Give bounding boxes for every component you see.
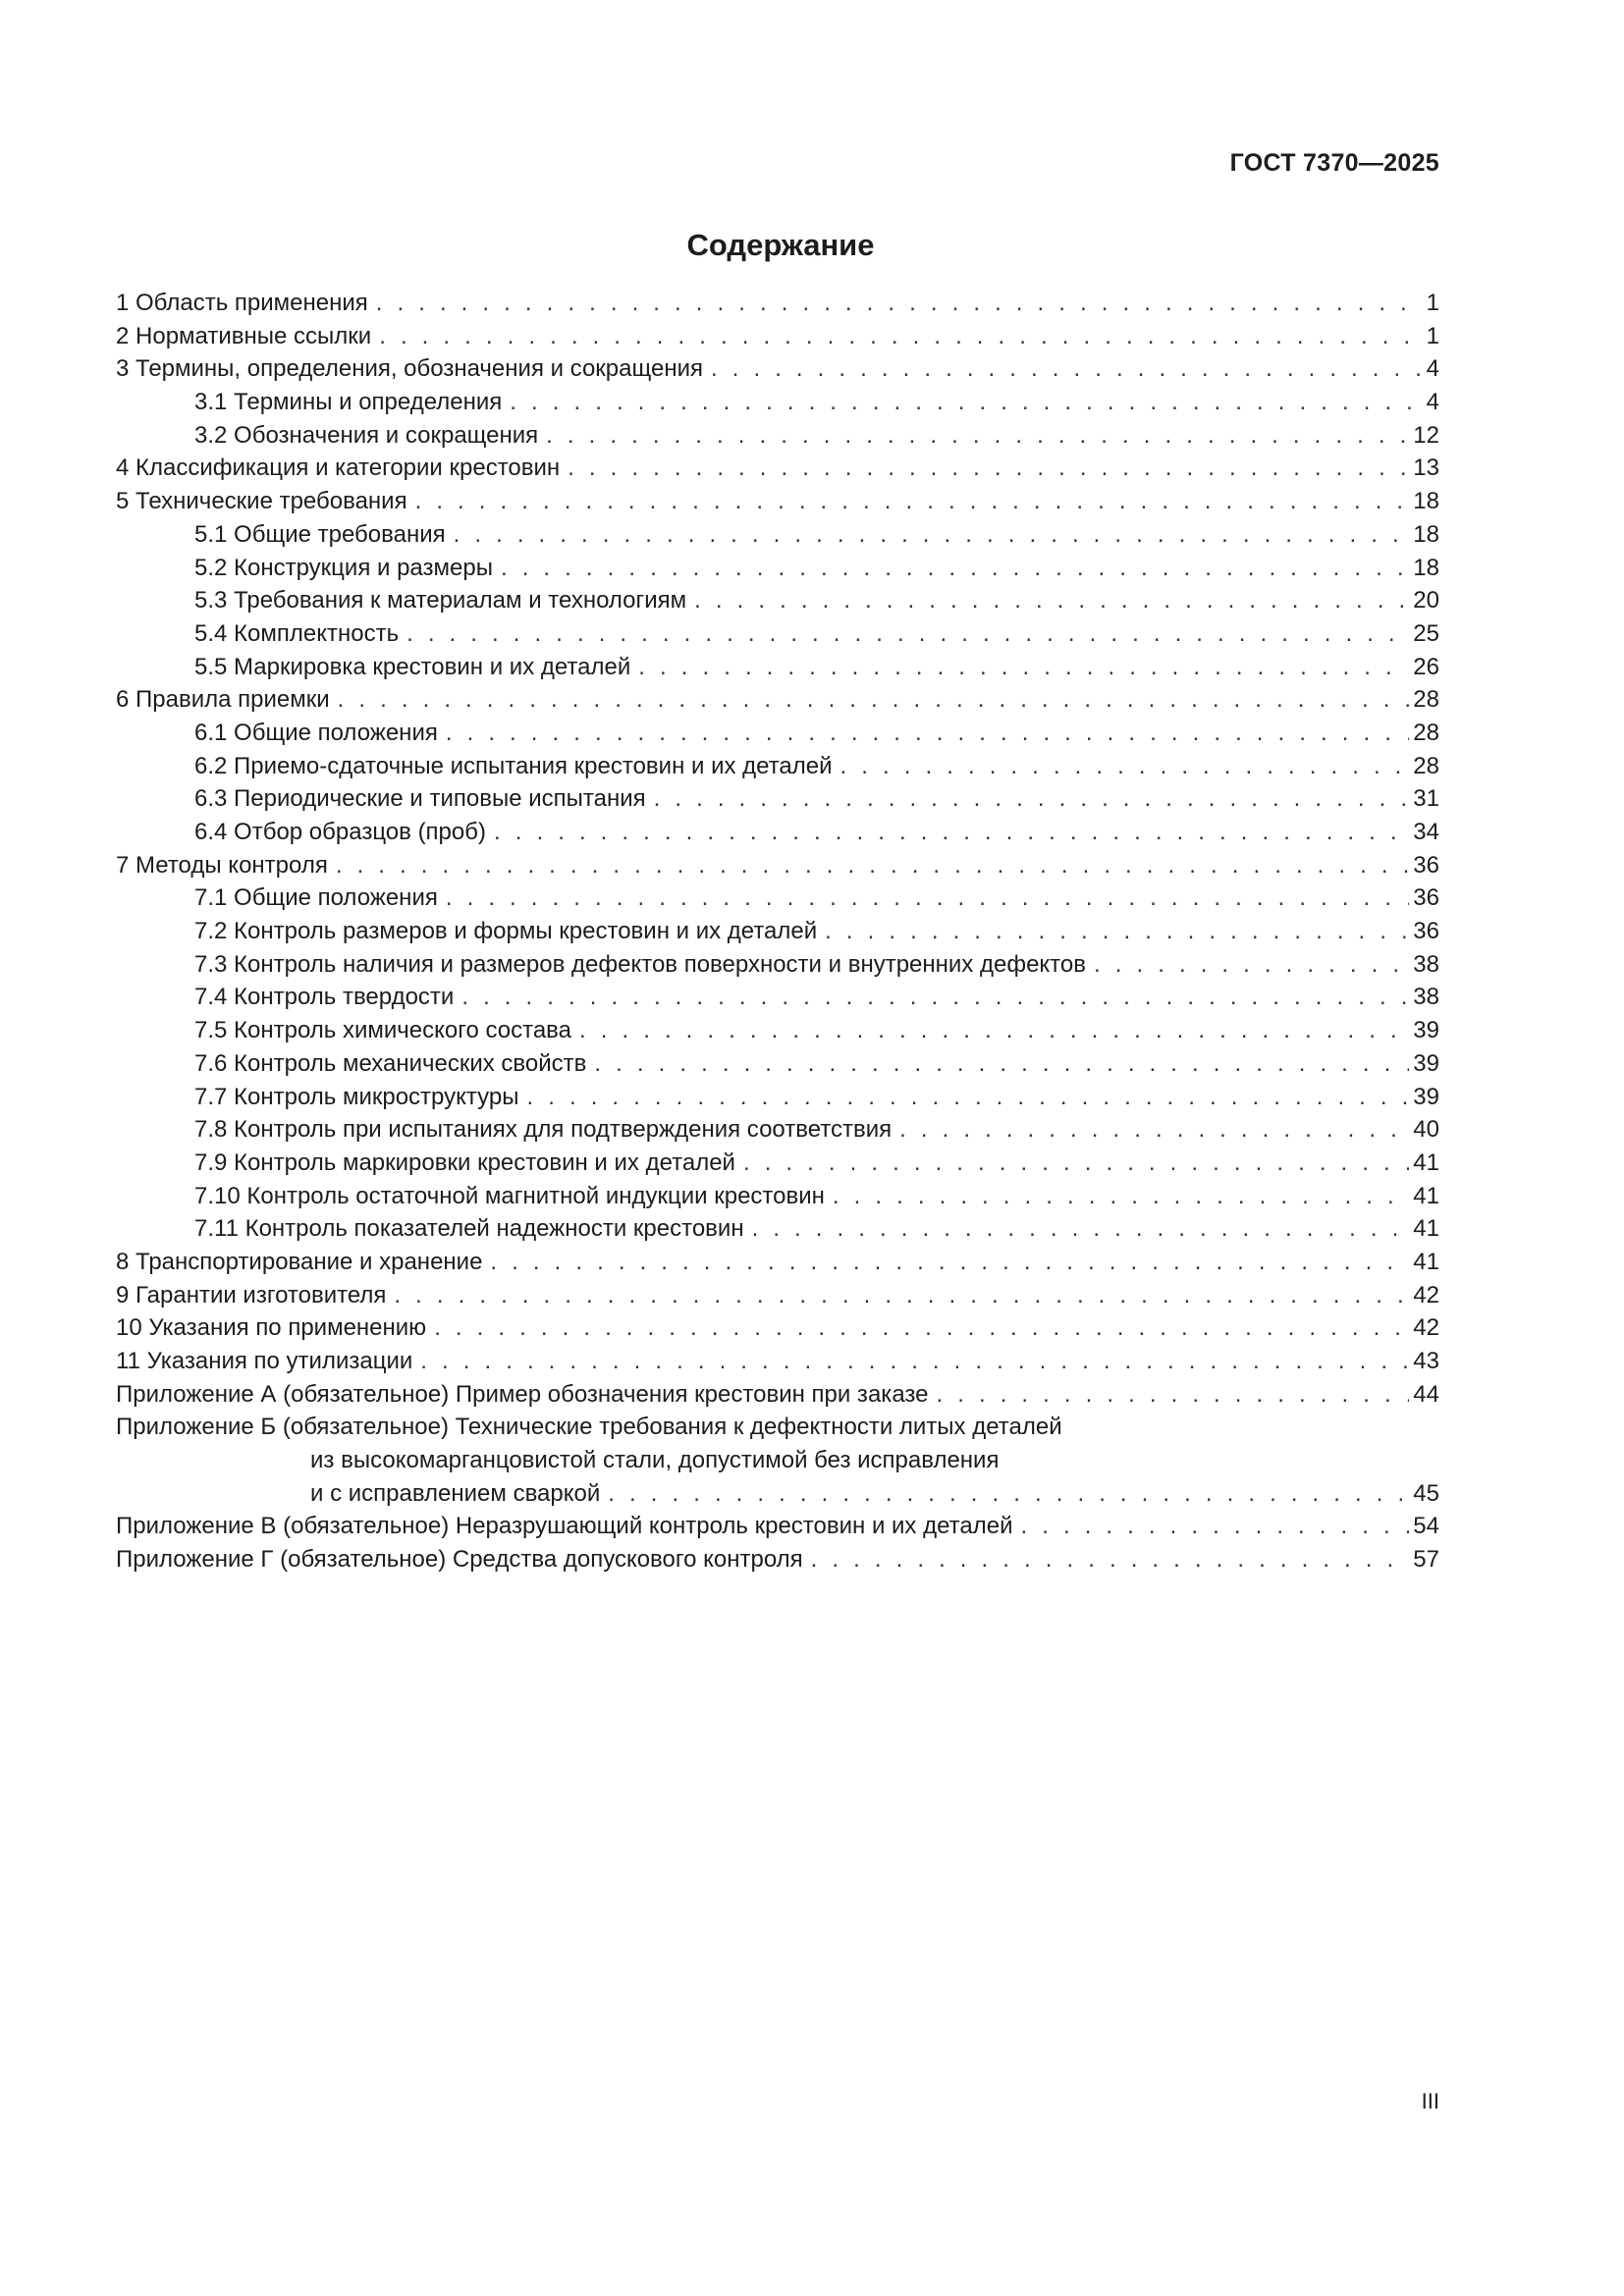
toc-entry[interactable]	[116, 1180, 1439, 1213]
toc-entry-title: 7.4 Контроль твердости	[194, 984, 455, 1011]
dot-leader	[546, 419, 1409, 453]
toc-entry[interactable]	[116, 981, 1439, 1014]
toc-entry-title: 11 Указания по утилизации	[116, 1348, 413, 1374]
dot-leader	[338, 683, 1410, 717]
toc-entry-title: 7.11 Контроль показателей надежности крестовин	[194, 1215, 744, 1243]
toc-entry[interactable]	[116, 1444, 1439, 1477]
toc-entry[interactable]	[116, 584, 1439, 617]
toc-entry-page: 31	[1413, 785, 1439, 813]
toc-entry-page: 44	[1413, 1380, 1439, 1408]
toc-entry[interactable]	[116, 683, 1439, 717]
toc-entry[interactable]	[116, 1047, 1439, 1081]
toc-entry-title: Приложение А (обязательное) Пример обозначения крестовин при заказе	[116, 1380, 929, 1408]
toc-entry[interactable]	[116, 948, 1439, 982]
toc-entry-title: 7.1 Общие положения	[194, 884, 438, 912]
dot-leader	[379, 320, 1422, 353]
dot-leader	[490, 1246, 1409, 1279]
toc-entry-page: 54	[1413, 1513, 1439, 1540]
toc-entry-page: 1	[1426, 322, 1439, 349]
toc-entry-title: 4 Классификация и категории крестовин	[116, 454, 561, 482]
page-title: Содержание	[686, 228, 875, 262]
toc-entry-page: 28	[1413, 686, 1439, 714]
toc-entry-title: 5.1 Общие требования	[194, 520, 446, 548]
dot-leader	[833, 1180, 1409, 1213]
toc-entry-page: 18	[1413, 520, 1439, 548]
dot-leader	[568, 452, 1409, 485]
toc-entry[interactable]	[116, 717, 1439, 750]
dot-leader	[434, 1311, 1409, 1345]
toc-entry[interactable]	[116, 386, 1439, 419]
toc-entry[interactable]	[116, 915, 1439, 948]
dot-leader	[415, 485, 1410, 518]
toc-entry-title: 2 Нормативные ссылки	[116, 322, 372, 349]
toc-entry[interactable]	[116, 352, 1439, 386]
toc-entry[interactable]	[116, 1345, 1439, 1378]
toc-entry-title: 7.3 Контроль наличия и размеров дефектов поверхности и внутренних дефектов	[194, 950, 1087, 978]
toc-entry-page: 28	[1413, 752, 1439, 779]
dot-leader	[811, 1543, 1410, 1576]
toc-entry-title: 9 Гарантии изготовителя	[116, 1281, 387, 1308]
toc-entry-title: 5.2 Конструкция и размеры	[194, 554, 493, 581]
toc-entry[interactable]	[116, 1147, 1439, 1180]
toc-entry[interactable]	[116, 1411, 1439, 1444]
toc-entry-title: 6.3 Периодические и типовые испытания	[194, 785, 646, 813]
toc-entry[interactable]	[116, 419, 1439, 453]
toc-entry[interactable]	[116, 1543, 1439, 1576]
toc-entry-page: 20	[1413, 587, 1439, 614]
toc-entry-page: 34	[1413, 819, 1439, 845]
toc-entry[interactable]	[116, 782, 1439, 816]
toc-entry[interactable]	[116, 1378, 1439, 1412]
toc-entry-page: 26	[1413, 653, 1439, 680]
toc-entry-page: 41	[1413, 1215, 1439, 1243]
toc-entry-page: 41	[1413, 1148, 1439, 1176]
toc-entry[interactable]	[116, 485, 1439, 518]
toc-entry-title: 7.2 Контроль размеров и формы крестовин и их деталей	[194, 918, 818, 945]
toc-entry-page: 39	[1413, 1049, 1439, 1077]
toc-entry-page: 42	[1413, 1314, 1439, 1342]
dot-leader	[461, 981, 1409, 1014]
toc-entry[interactable]	[116, 320, 1439, 353]
toc-entry-page: 40	[1413, 1116, 1439, 1144]
toc-entry-page: 4	[1426, 389, 1439, 416]
dot-leader	[825, 915, 1409, 948]
toc-entry-page: 36	[1413, 884, 1439, 912]
toc-entry-title: 6.2 Приемо-сдаточные испытания крестовин и их деталей	[194, 752, 833, 779]
toc-entry-page: 36	[1413, 918, 1439, 945]
toc-entry[interactable]	[116, 849, 1439, 882]
toc-entry[interactable]	[116, 651, 1439, 684]
document-code: ГОСТ 7370—2025	[1229, 149, 1439, 177]
toc-entry[interactable]	[116, 452, 1439, 485]
dot-leader	[711, 352, 1423, 386]
toc-entry-title: 3.2 Обозначения и сокращения	[194, 421, 539, 449]
toc-entry-page: 42	[1413, 1281, 1439, 1308]
dot-leader	[608, 1477, 1409, 1511]
toc-entry-title: 5.5 Маркировка крестовин и их деталей	[194, 653, 631, 680]
toc-entry-title: 8 Транспортирование и хранение	[116, 1248, 483, 1275]
toc-entry-page: 45	[1413, 1479, 1439, 1507]
dot-leader	[376, 287, 1423, 320]
toc-entry[interactable]	[116, 518, 1439, 552]
toc-entry-page: 1	[1426, 290, 1439, 316]
toc-entry-page: 39	[1413, 1083, 1439, 1110]
dot-leader	[510, 386, 1422, 419]
dot-leader	[454, 518, 1410, 552]
toc-entry-page: 12	[1413, 421, 1439, 449]
toc-entry-title: 6.4 Отбор образцов (проб)	[194, 819, 486, 845]
dot-leader	[406, 617, 1409, 651]
dot-leader	[936, 1378, 1409, 1412]
toc-entry-title: 6.1 Общие положения	[194, 719, 438, 746]
dot-leader	[579, 1014, 1409, 1047]
dot-leader	[501, 552, 1409, 585]
toc-entry-title: 10 Указания по применению	[116, 1314, 427, 1342]
dot-leader	[394, 1279, 1409, 1312]
toc-entry[interactable]	[116, 1113, 1439, 1147]
toc-entry-title: 5.3 Требования к материалам и технологиям	[194, 587, 687, 614]
toc-entry-title: 3 Термины, определения, обозначения и сокращения	[116, 355, 703, 383]
toc-entry[interactable]	[116, 1212, 1439, 1246]
toc-entry-title: 5 Технические требования	[116, 488, 407, 515]
toc-entry[interactable]	[116, 1081, 1439, 1114]
toc-entry-page: 13	[1413, 454, 1439, 482]
toc-entry-title: 7.5 Контроль химического состава	[194, 1017, 571, 1044]
toc-entry[interactable]	[116, 816, 1439, 849]
dot-leader	[654, 782, 1410, 816]
toc-entry[interactable]	[116, 287, 1439, 320]
toc-entry-title: из высокомарганцовистой стали, допустимой без исправления	[310, 1447, 1000, 1474]
toc-entry-page: 39	[1413, 1017, 1439, 1044]
toc-entry-page: 4	[1426, 355, 1439, 383]
toc-entry[interactable]	[116, 617, 1439, 651]
toc-entry-page: 18	[1413, 554, 1439, 581]
toc-entry[interactable]	[116, 1477, 1439, 1511]
toc-entry-page: 38	[1413, 950, 1439, 978]
toc-entry[interactable]	[116, 881, 1439, 915]
toc-entry-page: 18	[1413, 488, 1439, 515]
toc-entry-title: 7 Методы контроля	[116, 851, 328, 879]
dot-leader	[899, 1113, 1409, 1147]
toc-entry-title: 7.8 Контроль при испытаниях для подтверждения соответствия	[194, 1116, 893, 1144]
table-of-contents	[116, 287, 1439, 1576]
dot-leader	[1020, 1510, 1409, 1543]
toc-entry[interactable]	[116, 1279, 1439, 1312]
toc-entry-title: Приложение Г (обязательное) Средства допускового контроля	[116, 1546, 803, 1574]
toc-entry[interactable]	[116, 552, 1439, 585]
dot-leader	[420, 1345, 1409, 1378]
toc-entry-title: и с исправлением сваркой	[310, 1479, 601, 1507]
toc-entry[interactable]	[116, 1311, 1439, 1345]
dot-leader	[594, 1047, 1409, 1081]
dot-leader	[494, 816, 1409, 849]
toc-entry-title: 5.4 Комплектность	[194, 619, 400, 647]
dot-leader	[446, 881, 1409, 915]
toc-entry-title: 7.7 Контроль микроструктуры	[194, 1083, 519, 1110]
toc-entry-page: 41	[1413, 1248, 1439, 1275]
toc-entry[interactable]	[116, 1014, 1439, 1047]
toc-entry-page: 36	[1413, 851, 1439, 879]
toc-entry-title: Приложение Б (обязательное) Технические требования к дефектности литых деталей	[116, 1414, 1062, 1441]
toc-entry[interactable]	[116, 1510, 1439, 1543]
toc-entry-page: 57	[1413, 1546, 1439, 1574]
toc-entry-title: 7.9 Контроль маркировки крестовин и их деталей	[194, 1148, 735, 1176]
toc-entry-title: 7.10 Контроль остаточной магнитной индукции крестовин	[194, 1182, 825, 1209]
toc-entry[interactable]	[116, 750, 1439, 783]
toc-entry-title: 3.1 Термины и определения	[194, 389, 503, 416]
toc-entry-title: 7.6 Контроль механических свойств	[194, 1049, 587, 1077]
dot-leader	[446, 717, 1409, 750]
toc-entry-page: 41	[1413, 1182, 1439, 1209]
dot-leader	[526, 1081, 1409, 1114]
toc-entry-title: 6 Правила приемки	[116, 686, 330, 714]
toc-entry-page: 43	[1413, 1348, 1439, 1374]
dot-leader	[752, 1212, 1410, 1246]
toc-entry-title: 1 Область применения	[116, 290, 368, 316]
toc-entry-page: 25	[1413, 619, 1439, 647]
dot-leader	[336, 849, 1409, 882]
toc-entry-page: 28	[1413, 719, 1439, 746]
dot-leader	[638, 651, 1409, 684]
dot-leader	[694, 584, 1409, 617]
toc-entry[interactable]	[116, 1246, 1439, 1279]
toc-entry-page: 38	[1413, 984, 1439, 1011]
page-number: III	[1421, 2089, 1439, 2113]
dot-leader	[743, 1147, 1409, 1180]
dot-leader	[1094, 948, 1409, 982]
toc-entry-title: Приложение В (обязательное) Неразрушающий контроль крестовин и их деталей	[116, 1513, 1013, 1540]
dot-leader	[840, 750, 1410, 783]
